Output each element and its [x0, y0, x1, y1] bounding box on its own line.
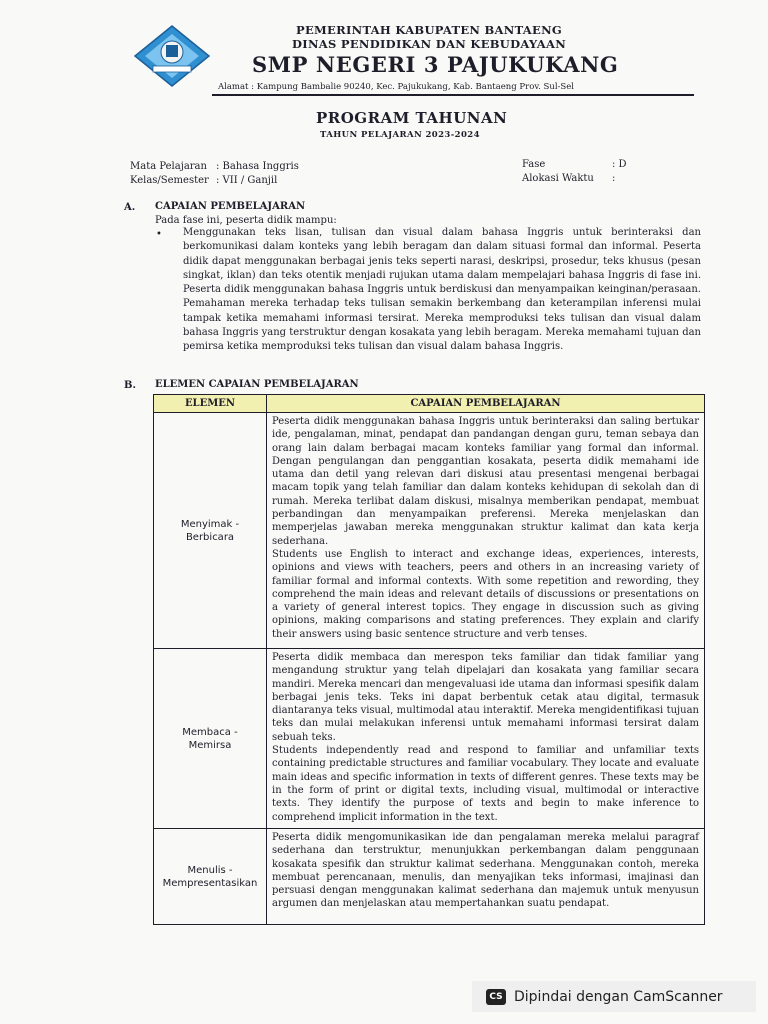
capaian-cell [267, 413, 705, 649]
column-header-capaian: CAPAIAN PEMBELAJARAN [267, 395, 705, 413]
capaian-text-en: Students independently read and respond to familiar and unfamiliar texts containing predictable structures and familiar vocabulary. They locate and evaluate main ideas and specific information in texts of different genres. These texts may be in the form of print or digital texts, including visual, multimodal or interactive texts. They identify the purpose of texts and begin to make inference to comprehend implicit information in the text. [272, 745, 699, 823]
elemen-name-line: Menulis - [187, 864, 233, 876]
section-a-letter: A. [124, 202, 136, 213]
document-subtitle: TAHUN PELAJARAN 2023-2024 [320, 130, 480, 140]
table-row [154, 649, 705, 829]
gov-name: PEMERINTAH KABUPATEN BANTAENG [296, 23, 563, 37]
school-address: Alamat : Kampung Bambalie 90240, Kec. Pajukukang, Kab. Bantaeng Prov. Sul-Sel [218, 82, 574, 92]
letterhead-divider [212, 94, 694, 96]
table-header-row [154, 395, 705, 413]
section-b-title: ELEMEN CAPAIAN PEMBELAJARAN [155, 379, 359, 390]
elemen-name-line: Mempresentasikan [162, 877, 258, 889]
department-name: DINAS PENDIDIKAN DAN KEBUDAYAAN [292, 37, 567, 51]
capaian-text-id: Peserta didik membaca dan merespon teks familiar dan tidak familiar yang mengandung struktur yang telah dipelajari dan kosakata yang familiar secara mandiri. Mereka mencari dan mengevaluasi ide utama dan informasi spesifik dalam berbagai jenis teks. Teks ini dapat berbentuk cetak atau digital, termasuk diantaranya teks visual, multimodal atau interaktif. Mereka mengidentifikasi tujuan teks dan mulai melakukan inferensi untuk memahami informasi tersirat dalam sebuah teks. [272, 652, 699, 743]
capaian-text-en: Students use English to interact and exchange ideas, experiences, interests, opinions and views with teachers, peers and others in an increasing variety of familiar formal and informal contexts. With some repetition and rewording, they comprehend the main ideas and relevant details of discussions or presentations on a variety of general interest topics. They engage in discussion such as giving opinions, making comparisons and stating preferences. They explain and clarify their answers using basic sentence structure and verb tenses. [272, 548, 699, 640]
alokasi-label: Alokasi Waktu [522, 173, 594, 184]
elemen-name-line: Menyimak - [180, 518, 240, 530]
alokasi-row [522, 173, 615, 184]
table-row [154, 413, 705, 649]
elemen-table [153, 394, 705, 925]
mapel-label: Mata Pelajaran [130, 161, 207, 172]
capaian-cell [267, 649, 705, 829]
kelas-label: Kelas/Semester [130, 175, 209, 186]
elemen-cell [154, 649, 267, 829]
capaian-cell [267, 829, 705, 925]
fase-row [522, 159, 627, 170]
section-a-title: CAPAIAN PEMBELAJARAN [155, 201, 306, 212]
camscanner-text: Dipindai dengan CamScanner [514, 988, 723, 1005]
capaian-text-id: Peserta didik mengomunikasikan ide dan pengalaman mereka melalui paragraf sederhana dan terstruktur, menunjukkan perkembangan dalam penggunaan kosakata spesifik dan struktur kalimat sederhana. Menggunakan contoh, mereka membuat perencanaan, menulis, dan menyajikan teks informasi, imajinasi dan persuasi dengan menggunakan kalimat sederhana dan majemuk untuk menyusun argumen dan menjelaskan atau mempertahankan suatu pendapat. [272, 832, 699, 910]
regency-logo-icon [133, 24, 211, 88]
kelas-value: : VII / Ganjil [216, 175, 278, 186]
alokasi-value: : [612, 173, 616, 184]
elemen-cell [154, 413, 267, 649]
column-header-elemen: ELEMEN [154, 395, 267, 413]
school-name: SMP NEGERI 3 PAJUKUKANG [252, 52, 619, 77]
elemen-name-line: Membaca - [182, 726, 238, 738]
capaian-text-id: Peserta didik menggunakan bahasa Inggris untuk berinteraksi dan saling bertukar ide, pengalaman, minat, pendapat dan pandangan dengan guru, teman sebaya dan orang lain dalam berbagai macam konteks familiar yang formal dan informal. Dengan pengulangan dan penggantian kosakata, peserta didik memahami ide utama dan detil yang relevan dari diskusi atau presentasi mengenai berbagai macam topik yang telah familiar dan dalam konteks kehidupan di sekolah dan di rumah. Mereka terlibat dalam diskusi, misalnya memberikan pendapat, membuat perbandingan dan menyampaikan preferensi. Mereka menjelaskan dan memperjelas jawaban mereka menggunakan struktur kalimat dan kata kerja sederhana. [272, 416, 699, 547]
bullet-icon: • [156, 229, 162, 240]
section-a-intro: Pada fase ini, peserta didik mampu: [155, 215, 337, 226]
elemen-cell [154, 829, 267, 925]
fase-value: : D [612, 159, 627, 170]
section-b-letter: B. [124, 380, 136, 391]
camscanner-watermark [472, 981, 756, 1012]
fase-label: Fase [522, 159, 546, 170]
mapel-value: : Bahasa Inggris [216, 161, 299, 172]
document-title: PROGRAM TAHUNAN [316, 109, 508, 127]
mapel-row [130, 161, 299, 172]
elemen-name-line: Berbicara [185, 531, 235, 543]
camscanner-icon: CS [486, 989, 506, 1005]
elemen-name-line: Memirsa [188, 739, 232, 751]
section-a-paragraph: Menggunakan teks lisan, tulisan dan visual dalam bahasa Inggris untuk berinteraksi dan berkomunikasi dalam konteks yang lebih beragam dan dalam situasi formal dan informal. Peserta didik dapat menggunakan berbagai jenis teks seperti narasi, deskripsi, prosedur, teks khusus (pesan singkat, iklan) dan teks otentik menjadi rujukan utama dalam mempelajari bahasa Inggris di fase ini. Peserta didik menggunakan bahasa Inggris untuk berdiskusi dan menyampaikan keinginan/perasaan. Pemahaman mereka terhadap teks tulisan semakin berkembang dan keterampilan inferensi mulai tampak ketika memahami informasi tersirat. Mereka memproduksi teks tulisan dan visual dalam bahasa Inggris yang terstruktur dengan kosakata yang lebih beragam. Mereka memahami tujuan dan pemirsa ketika memproduksi teks tulisan dan visual dalam bahasa Inggris. [183, 227, 701, 353]
kelas-row [130, 175, 277, 186]
table-row [154, 829, 705, 925]
